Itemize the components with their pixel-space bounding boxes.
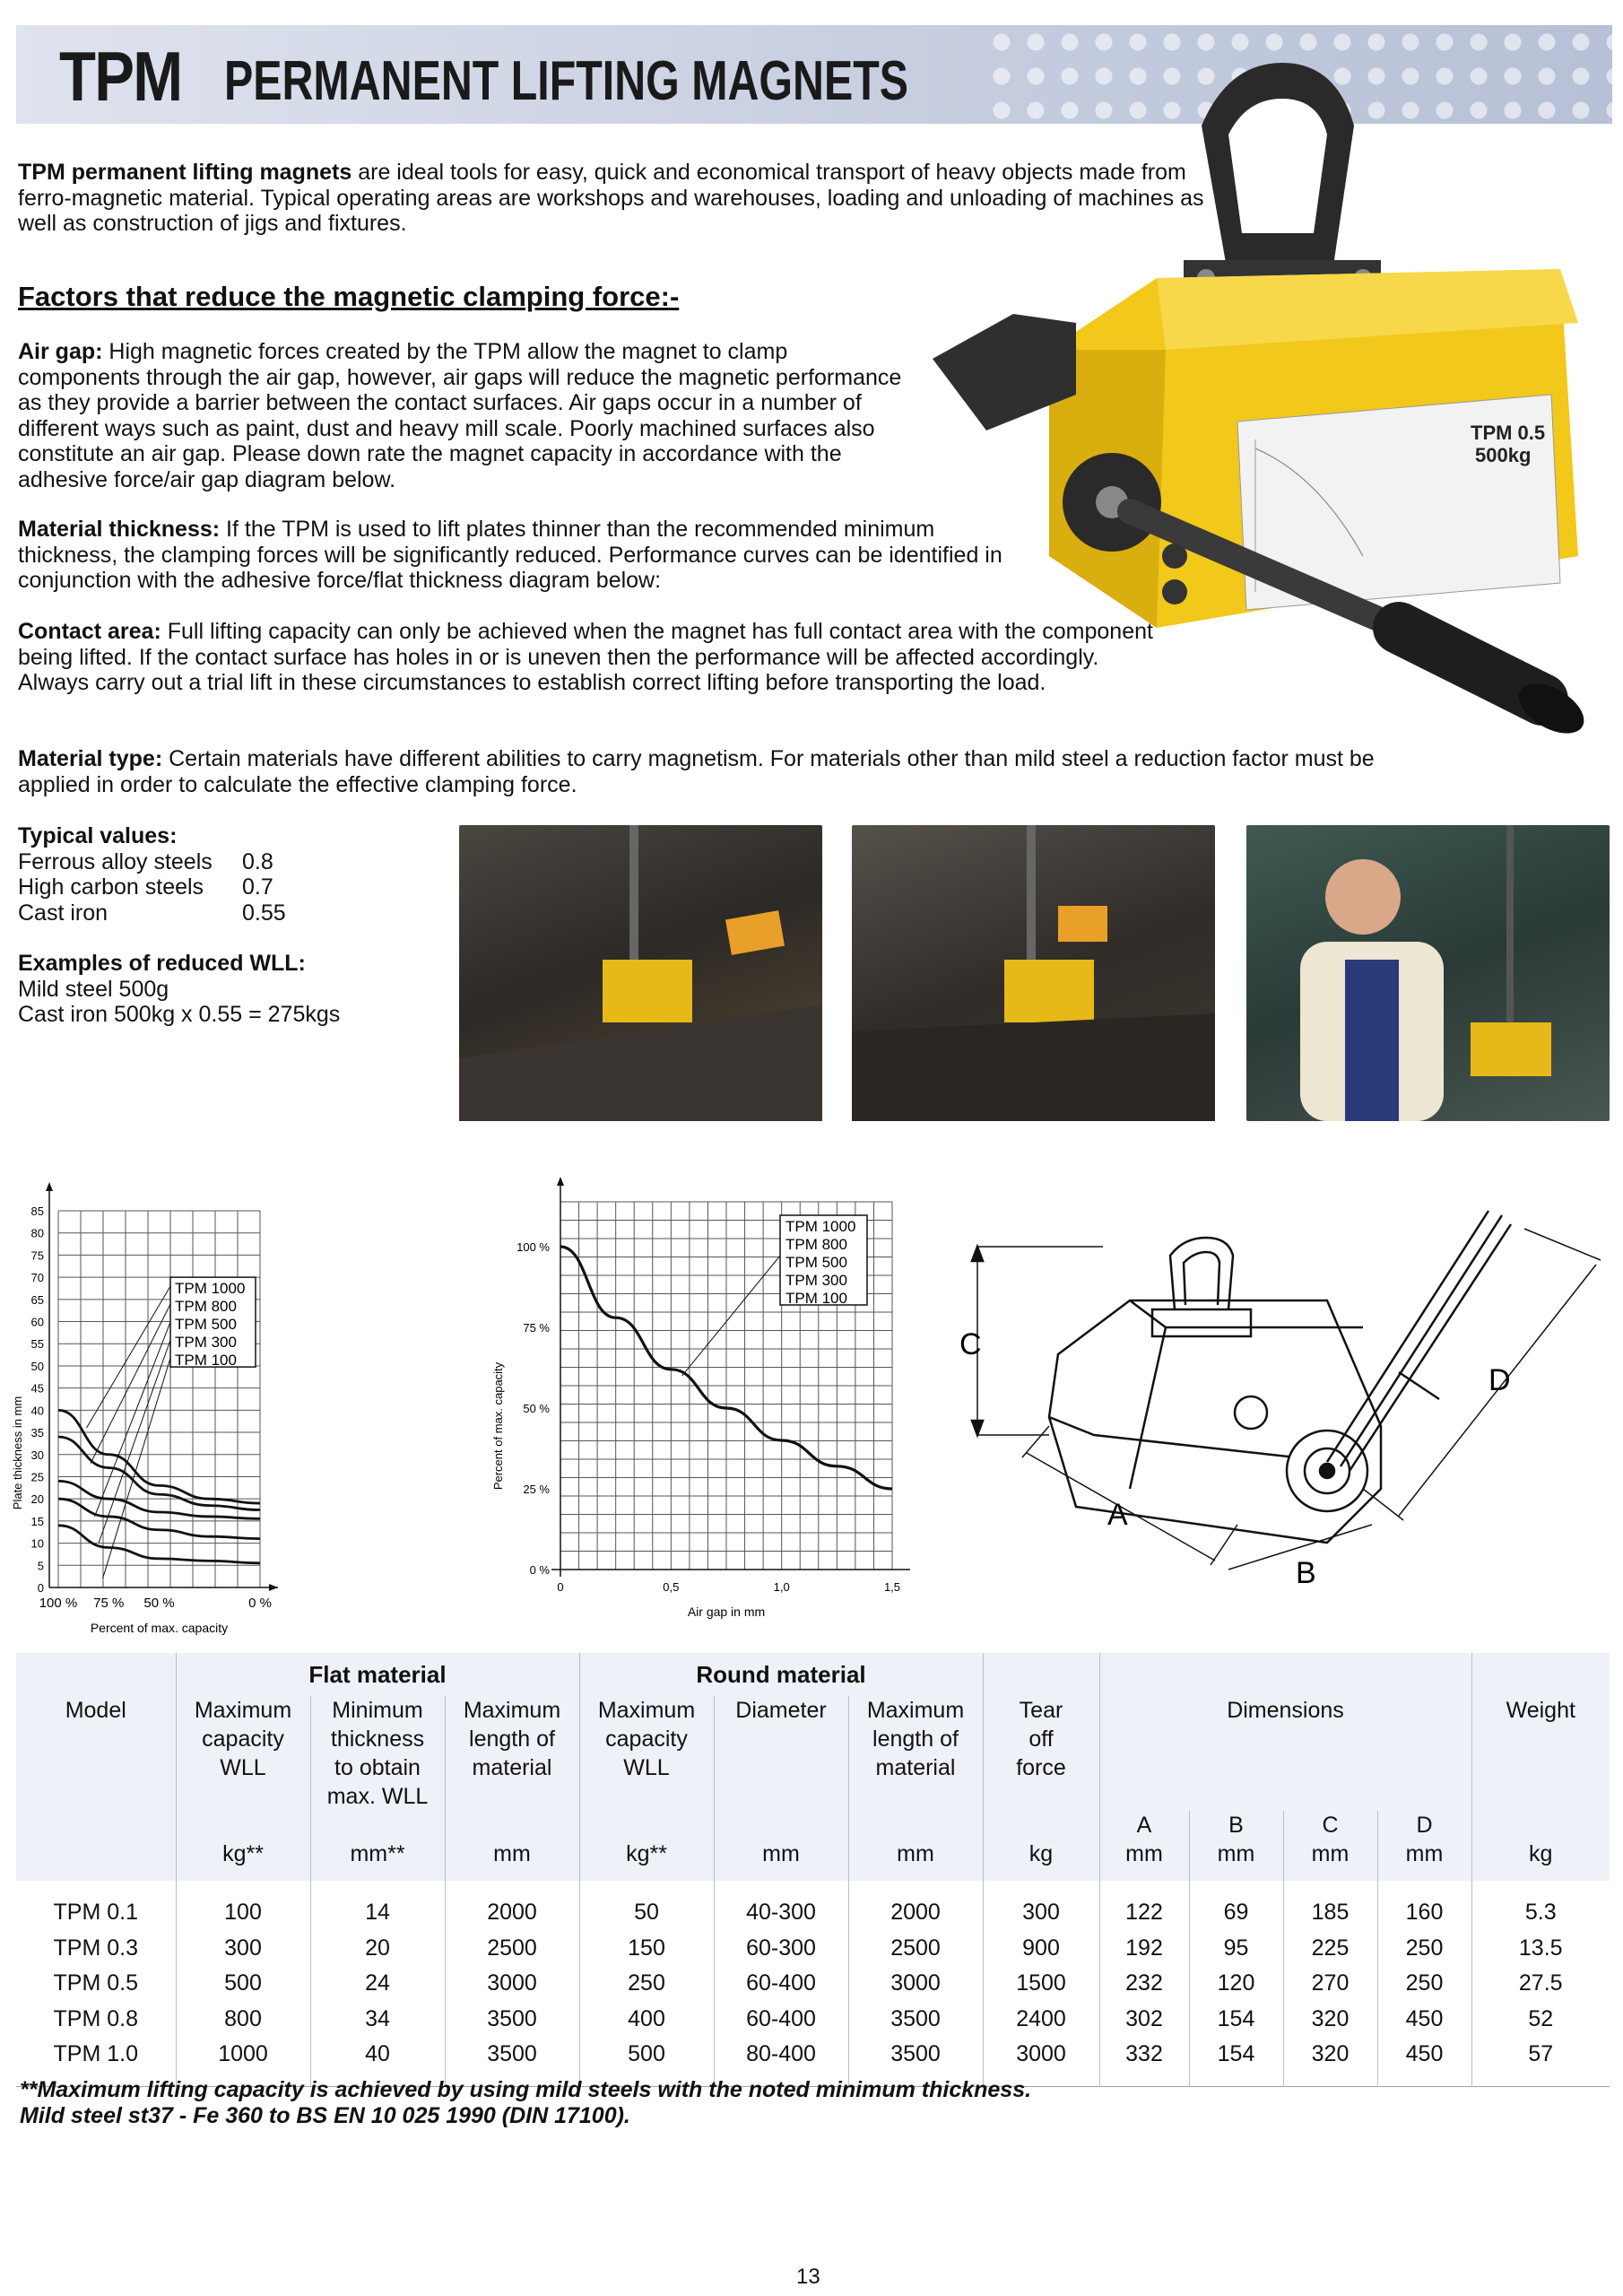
x-tick-label: 1,5 <box>883 1580 901 1594</box>
table-cell: 2500 <box>445 1931 579 1967</box>
table-cell: 2000 <box>445 1895 579 1931</box>
table-cell: 3500 <box>848 2037 983 2073</box>
dimension-label-d: D <box>1488 1363 1511 1397</box>
x-axis-label: Percent of max. capacity <box>90 1621 229 1635</box>
unit: mm <box>445 1839 579 1881</box>
col-header-weight: Weight <box>1471 1696 1610 1811</box>
x-tick-label: 0 % <box>248 1596 272 1611</box>
y-tick-label: 25 <box>30 1470 44 1484</box>
col-header-tear-off-force: Tear off force <box>983 1696 1099 1811</box>
col-header-dimensions: Dimensions <box>1099 1696 1471 1811</box>
table-cell: 1500 <box>983 1966 1099 2002</box>
x-tick-label: 0,5 <box>663 1580 680 1594</box>
table-cell: 250 <box>1377 1966 1471 2002</box>
table-cell: 192 <box>1099 1931 1189 1967</box>
table-cell: TPM 0.8 <box>53 2005 138 2031</box>
table-cell: 5.3 <box>1471 1895 1610 1931</box>
photo-worker-with-magnet <box>1246 825 1610 1121</box>
table-row <box>16 2002 1610 2038</box>
table-cell: 40 <box>310 2037 445 2073</box>
table-cell: 3000 <box>983 2037 1099 2073</box>
table-cell: 185 <box>1283 1895 1377 1931</box>
group-round-material: Round material <box>579 1653 983 1696</box>
legend-leader <box>95 1322 171 1517</box>
table-cell: 150 <box>579 1931 714 1967</box>
typical-values-heading: Typical values: <box>18 823 178 848</box>
table-cell: TPM 1.0 <box>53 2041 138 2067</box>
table-cell: 2000 <box>848 1895 983 1931</box>
typical-value-row: Cast iron 0.55 <box>18 900 286 926</box>
unit: mm <box>1377 1839 1471 1881</box>
unit: mm <box>714 1839 848 1881</box>
y-tick-label: 0 % <box>529 1563 550 1577</box>
product-label-capacity: 500kg <box>1475 444 1532 466</box>
footnote <box>20 2077 1031 2129</box>
typical-values <box>18 823 286 926</box>
table-cell: 122 <box>1099 1895 1189 1931</box>
unit: mm <box>1099 1839 1189 1881</box>
table-cell: 69 <box>1189 1895 1283 1931</box>
table-cell: 154 <box>1189 2037 1283 2073</box>
y-tick-label: 85 <box>30 1205 44 1218</box>
legend-entry: TPM 500 <box>175 1316 237 1334</box>
chart1-plot <box>11 1182 278 1635</box>
examples-block <box>18 951 340 1028</box>
y-tick-label: 75 % <box>523 1321 550 1335</box>
table-cell: 154 <box>1189 2002 1283 2038</box>
table-cell: 232 <box>1099 1966 1189 2002</box>
x-tick-label: 100 % <box>39 1596 78 1611</box>
table-cell: 57 <box>1471 2037 1610 2073</box>
y-tick-label: 75 <box>30 1248 44 1263</box>
table-cell: 3000 <box>848 1966 983 2002</box>
table-cell: 40-300 <box>714 1895 848 1931</box>
table-cell: 24 <box>310 1966 445 2002</box>
table-cell: 14 <box>310 1895 445 1931</box>
table-cell: 3500 <box>445 2037 579 2073</box>
paragraph-material-thickness: Material thickness: If the TPM is used to lift plates thinner than the recommended minimum thickness, the clamping forces will be significantly reduced. Performance curves can be identified in conjunction with the adhesive force/flat thickness diagram below: <box>18 517 1002 593</box>
spec-table <box>16 1653 1610 2087</box>
header-code: TPM <box>59 37 182 116</box>
unit: kg <box>983 1839 1099 1881</box>
x-tick-label: 1,0 <box>773 1580 790 1594</box>
table-cell: 34 <box>310 2002 445 2038</box>
table-cell: 2400 <box>983 2002 1099 2038</box>
table-cell: 500 <box>579 2037 714 2073</box>
unit: mm** <box>310 1839 445 1881</box>
y-tick-label: 55 <box>30 1337 44 1352</box>
table-cell: 450 <box>1377 2037 1471 2073</box>
product-label-model: TPM 0.5 <box>1471 422 1546 444</box>
col-header-flat-max-length: Maximum length of material <box>445 1696 579 1811</box>
dimension-drawing <box>950 1193 1614 1590</box>
table-cell: 500 <box>176 1966 310 2002</box>
y-tick-label: 25 % <box>523 1483 550 1496</box>
table-cell: 160 <box>1377 1895 1471 1931</box>
col-header-round-max-length: Maximum length of material <box>848 1696 983 1811</box>
paragraph-air-gap: Air gap: High magnetic forces created by the TPM allow the magnet to clamp components through the air gap, however, air gaps will reduce the magnetic performance as they provide a barrier between the contact surfaces. Air gaps occur in a number of different ways such as paint, dust and heavy mill scale. Poorly machined surfaces also constitute an air gap. Please down rate the magnet capacity in accordance with the adhesive force/air gap diagram below. <box>18 339 902 492</box>
unit: kg** <box>176 1839 310 1881</box>
table-cell: 20 <box>310 1931 445 1967</box>
legend-entry: TPM 1000 <box>175 1280 246 1298</box>
legend-entry: TPM 100 <box>785 1290 847 1307</box>
legend-entry: TPM 500 <box>785 1254 847 1271</box>
table-cell: TPM 0.3 <box>53 1935 138 1961</box>
col-header-diameter: Diameter <box>714 1696 848 1811</box>
table-cell: 900 <box>983 1931 1099 1967</box>
table-cell: 320 <box>1283 2002 1377 2038</box>
series-line <box>58 1499 260 1538</box>
table-cell: 450 <box>1377 2002 1471 2038</box>
table-cell: 302 <box>1099 2002 1189 2038</box>
legend-entry: TPM 800 <box>175 1298 237 1316</box>
y-tick-label: 70 <box>30 1271 44 1285</box>
table-cell: 400 <box>579 2002 714 2038</box>
table-cell: 3000 <box>445 1966 579 2002</box>
legend-entry: TPM 800 <box>785 1236 847 1253</box>
legend-entry: TPM 100 <box>175 1352 237 1370</box>
unit: mm <box>1189 1839 1283 1881</box>
table-cell: 50 <box>579 1895 714 1931</box>
table-cell: 80-400 <box>714 2037 848 2073</box>
dimension-label-a: A <box>1107 1498 1128 1532</box>
dimension-label-c: C <box>959 1327 982 1361</box>
table-cell: 225 <box>1283 1931 1377 1967</box>
y-tick-label: 100 % <box>516 1240 550 1254</box>
paragraph-contact-area: Contact area: Full lifting capacity can only be achieved when the magnet has full contact area with the component being lifted. If the contact surface has holes in or is uneven then the performance will be affected accordingly. Always carry out a trial lift in these circumstances to establish correct lifting before transporting the load. <box>18 619 1153 695</box>
x-tick-label: 75 % <box>93 1596 125 1611</box>
x-axis-label: Air gap in mm <box>687 1605 766 1619</box>
table-cell: 332 <box>1099 2037 1189 2073</box>
col-header-round-max-capacity: Maximum capacity WLL <box>579 1696 714 1811</box>
unit: kg <box>1471 1839 1610 1881</box>
table-row <box>16 1895 1610 1931</box>
table-row <box>16 2037 1610 2073</box>
legend-leader <box>87 1286 171 1428</box>
typical-value-row: High carbon steels 0.7 <box>18 874 273 900</box>
table-cell: 100 <box>176 1895 310 1931</box>
table-row <box>16 1966 1610 2002</box>
intro-paragraph: TPM permanent lifting magnets are ideal tools for easy, quick and economical transport of heavy objects made from ferro-magnetic material. Typical operating areas are workshops and warehouses, loading and unloading of machines as well as construction of jigs and fixtures. <box>18 160 1204 236</box>
dimension-label-b: B <box>1296 1556 1316 1590</box>
paragraph-material-type: Material type: Certain materials have different abilities to carry magnetism. For materials other than mild steel a reduction factor must be applied in order to calculate the effective clamping force. <box>18 746 1375 797</box>
legend-leader <box>682 1256 780 1376</box>
table-cell: TPM 0.1 <box>53 1900 138 1926</box>
y-tick-label: 5 <box>37 1559 44 1573</box>
table-cell: 300 <box>983 1895 1099 1931</box>
y-axis-arrow <box>557 1177 564 1186</box>
example-line: Cast iron 500kg x 0.55 = 275kgs <box>18 1002 341 1027</box>
x-axis-arrow <box>269 1584 278 1591</box>
legend-entry: TPM 300 <box>175 1334 237 1352</box>
table-cell: 250 <box>579 1966 714 2002</box>
table-cell: 300 <box>176 1931 310 1967</box>
example-line: Mild steel 500g <box>18 976 169 1002</box>
y-axis-label: Percent of max. capacity <box>491 1361 505 1491</box>
page-title: PERMANENT LIFTING MAGNETS <box>224 50 908 112</box>
unit: kg** <box>579 1839 714 1881</box>
table-cell: 95 <box>1189 1931 1283 1967</box>
footnote-line: **Maximum lifting capacity is achieved by using mild steels with the noted minimum thickness. <box>20 2077 1032 2102</box>
y-axis-label: Plate thickness in mm <box>11 1396 24 1510</box>
examples-heading: Examples of reduced WLL: <box>18 951 306 976</box>
y-tick-label: 80 <box>30 1226 44 1240</box>
group-flat-material: Flat material <box>176 1653 579 1696</box>
y-tick-label: 50 % <box>523 1402 550 1415</box>
y-tick-label: 15 <box>30 1514 44 1528</box>
table-cell: 27.5 <box>1471 1966 1610 2002</box>
table-cell: 2500 <box>848 1931 983 1967</box>
footnote-line: Mild steel st37 - Fe 360 to BS EN 10 025 1990 (DIN 17100). <box>20 2103 630 2128</box>
col-header-b: B <box>1189 1811 1283 1839</box>
col-header-min-thickness: Minimum thickness to obtain max. WLL <box>310 1696 445 1811</box>
table-cell: 60-400 <box>714 1966 848 2002</box>
table-cell: 52 <box>1471 2002 1610 2038</box>
y-tick-label: 20 <box>30 1492 44 1507</box>
col-header-c: C <box>1283 1811 1377 1839</box>
table-cell: 60-400 <box>714 2002 848 2038</box>
y-tick-label: 30 <box>30 1448 44 1462</box>
table-cell: 270 <box>1283 1966 1377 2002</box>
photo-magnet-lifting-1 <box>459 825 822 1121</box>
table-cell: 3500 <box>848 2002 983 2038</box>
y-tick-label: 0 <box>37 1581 44 1595</box>
unit: mm <box>1283 1839 1377 1881</box>
unit: mm <box>848 1839 983 1881</box>
y-tick-label: 50 <box>30 1359 44 1373</box>
y-axis-arrow <box>46 1182 53 1191</box>
page-number: 13 <box>796 2265 820 2289</box>
legend-leader <box>91 1304 170 1464</box>
chart-air-gap <box>475 1175 942 1619</box>
legend-entry: TPM 300 <box>785 1272 847 1289</box>
table-cell: 120 <box>1189 1966 1283 2002</box>
typical-value-row: Ferrous alloy steels 0.8 <box>18 848 273 874</box>
table-cell: TPM 0.5 <box>53 1970 138 1996</box>
photo-magnet-lifting-2 <box>852 825 1215 1121</box>
chart2-plot <box>491 1177 910 1619</box>
table-cell: 250 <box>1377 1931 1471 1967</box>
y-tick-label: 45 <box>30 1381 44 1396</box>
chart-plate-thickness <box>9 1175 457 1635</box>
y-tick-label: 60 <box>30 1315 44 1329</box>
col-header-model: Model <box>16 1696 176 1811</box>
y-tick-label: 65 <box>30 1292 44 1307</box>
y-tick-label: 10 <box>30 1536 44 1551</box>
table-cell: 1000 <box>176 2037 310 2073</box>
table-cell: 320 <box>1283 2037 1377 2073</box>
x-tick-label: 0 <box>557 1580 564 1594</box>
table-row <box>16 1931 1610 1967</box>
table-cell: 3500 <box>445 2002 579 2038</box>
legend-entry: TPM 1000 <box>785 1218 856 1235</box>
table-cell: 13.5 <box>1471 1931 1610 1967</box>
factors-heading: Factors that reduce the magnetic clamping force:- <box>18 281 680 312</box>
x-tick-label: 50 % <box>143 1596 175 1611</box>
table-cell: 800 <box>176 2002 310 2038</box>
col-header-d: D <box>1377 1811 1471 1839</box>
y-tick-label: 40 <box>30 1404 44 1418</box>
col-header-a: A <box>1099 1811 1189 1839</box>
col-header-flat-max-capacity: Maximum capacity WLL <box>176 1696 310 1811</box>
typical-values-table <box>18 849 286 926</box>
y-tick-label: 35 <box>30 1426 44 1440</box>
table-cell: 60-300 <box>714 1931 848 1967</box>
